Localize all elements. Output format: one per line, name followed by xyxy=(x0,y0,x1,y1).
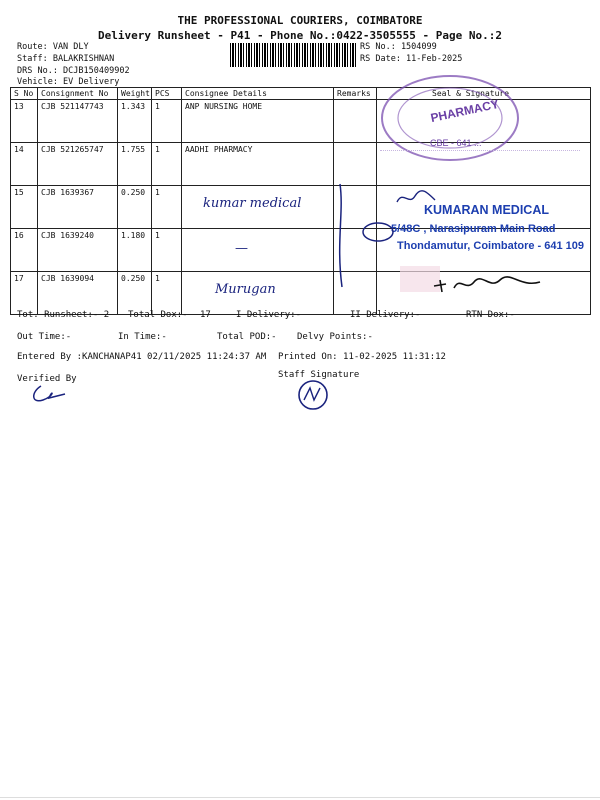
staff-signature-label: Staff Signature xyxy=(278,370,360,380)
row-consignee: ANP NURSING HOME xyxy=(182,100,334,143)
col-consignment: Consignment No xyxy=(38,88,118,100)
row-consignment: CJB 1639094 xyxy=(38,272,118,315)
company-title: THE PROFESSIONAL COURIERS, COIMBATORE xyxy=(177,14,423,27)
pharmacy-stamp-text: PHARMACY xyxy=(429,96,501,126)
faded-stamp xyxy=(380,150,580,191)
col-remarks: Remarks xyxy=(334,88,377,100)
row-sno: 16 xyxy=(11,229,38,272)
rtn-dox: RTN Dox:- xyxy=(466,310,515,320)
staff-label: Staff: BALAKRISHNAN xyxy=(17,54,115,64)
medical-stamp-address-2: Thondamutur, Coimbatore - 641 109 xyxy=(397,240,585,252)
total-dox-label: Total Dox:- xyxy=(128,310,188,320)
barcode xyxy=(230,43,356,67)
total-dox-value: 17 xyxy=(200,310,211,320)
row-consignment: CJB 521147743 xyxy=(38,100,118,143)
row-weight: 0.250 xyxy=(118,272,152,315)
rs-date: RS Date: 11-Feb-2025 xyxy=(360,54,463,64)
row-pcs: 1 xyxy=(152,100,182,143)
col-seal-signature: Seal & Signature xyxy=(377,88,591,100)
page-edge xyxy=(0,797,600,798)
row-sno: 14 xyxy=(11,143,38,186)
col-pcs: PCS xyxy=(152,88,182,100)
row-weight: 0.250 xyxy=(118,186,152,229)
handwritten-consignee: — xyxy=(235,241,248,256)
route-label: Route: VAN DLY xyxy=(17,42,89,52)
row-consignment: CJB 521265747 xyxy=(38,143,118,186)
tot-runsheet: Tot. Runsheet:- 2 xyxy=(17,310,110,320)
row-weight: 1.180 xyxy=(118,229,152,272)
row-pcs: 1 xyxy=(152,229,182,272)
row-pcs: 1 xyxy=(152,143,182,186)
row-remarks xyxy=(334,100,377,143)
handwritten-consignee: Murugan xyxy=(215,282,276,297)
vehicle-label: Vehicle: EV Delivery xyxy=(17,77,120,87)
medical-stamp-name: KUMARAN MEDICAL xyxy=(424,203,549,217)
ii-delivery: II Delivery:- xyxy=(350,310,421,320)
col-sno: S No xyxy=(11,88,38,100)
row-weight: 1.343 xyxy=(118,100,152,143)
circle-mark-icon xyxy=(360,220,396,244)
verified-by-label: Verified By xyxy=(17,374,77,384)
in-time: In Time:- xyxy=(118,332,167,342)
handwritten-consignee: kumar medical xyxy=(203,196,302,211)
row-weight: 1.755 xyxy=(118,143,152,186)
staff-signature-icon xyxy=(296,378,330,412)
row-consignee: AADHI PHARMACY xyxy=(182,143,334,186)
row-consignment: CJB 1639240 xyxy=(38,229,118,272)
row-pcs: 1 xyxy=(152,272,182,315)
row-consignee xyxy=(182,229,334,272)
signature-icon xyxy=(430,270,555,300)
row-consignee xyxy=(182,186,334,229)
medical-stamp-address-1: 5/48C , Narasipuram Main Road xyxy=(391,223,556,235)
row-sno: 17 xyxy=(11,272,38,315)
verifier-signature-icon xyxy=(27,382,67,408)
drs-number: DRS No.: DCJB150409902 xyxy=(17,66,130,76)
printed-on: Printed On: 11-02-2025 11:31:12 xyxy=(278,352,446,362)
row-consignment: CJB 1639367 xyxy=(38,186,118,229)
i-delivery: I Delivery:- xyxy=(236,310,302,320)
total-pod: Total POD:- xyxy=(217,332,277,342)
col-consignee: Consignee Details xyxy=(182,88,334,100)
row-sno: 13 xyxy=(11,100,38,143)
rs-number: RS No.: 1504099 xyxy=(360,42,437,52)
row-pcs: 1 xyxy=(152,186,182,229)
out-time: Out Time:- xyxy=(17,332,72,342)
handwritten-bracket-icon xyxy=(330,182,350,292)
entered-by: Entered By :KANCHANAP41 02/11/2025 11:24:37 AM xyxy=(17,352,267,362)
col-weight: Weight xyxy=(118,88,152,100)
row-remarks xyxy=(334,143,377,186)
row-sno: 15 xyxy=(11,186,38,229)
cbe-stamp-text: CBE - 641 ... xyxy=(430,138,482,148)
runsheet-subtitle: Delivery Runsheet - P41 - Phone No.:0422-3505555 - Page No.:2 xyxy=(98,29,502,42)
delvy-points: Delvy Points:- xyxy=(297,332,373,342)
row-consignee xyxy=(182,272,334,315)
